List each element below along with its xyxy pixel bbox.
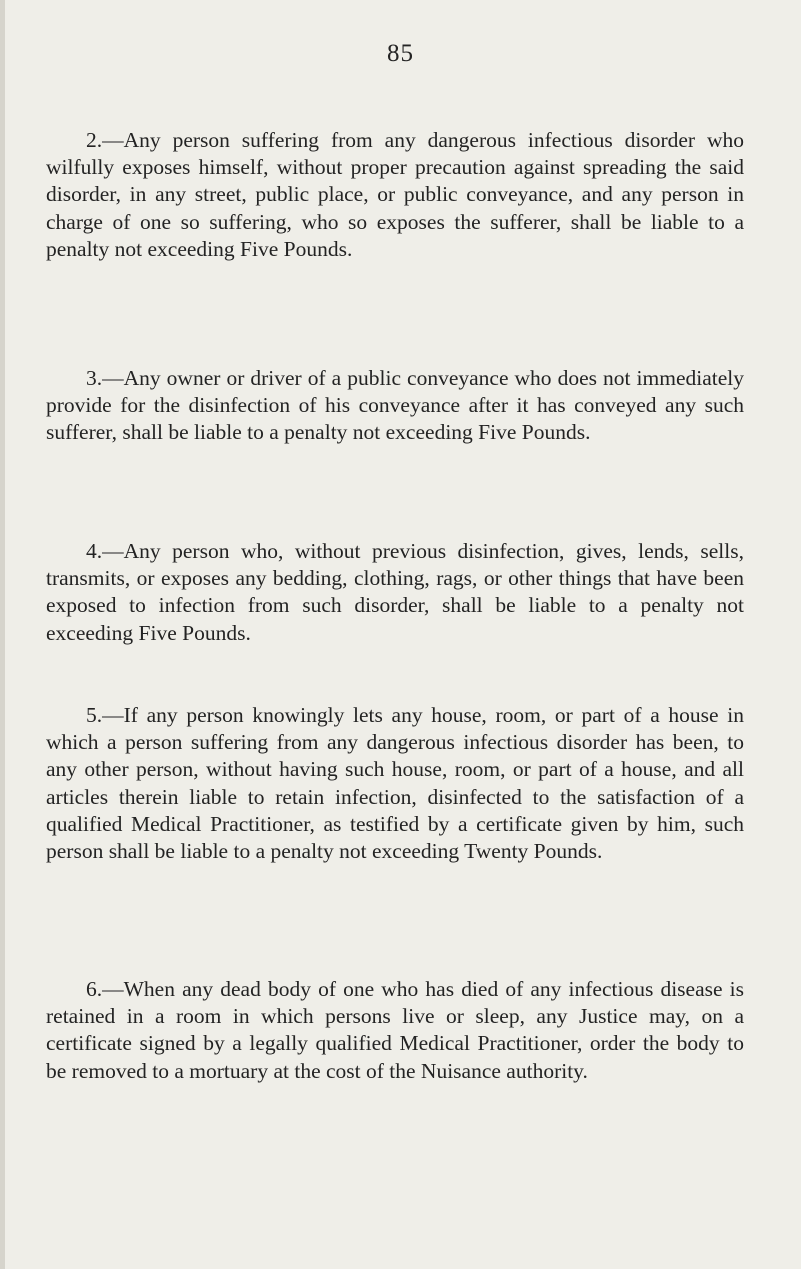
paragraph-5: 5.—If any person knowingly lets any house, room, or part of a house in which a person suffering from any dangerous infectious disorder has been, to any other person, without having such house, room, or part of a house, and all articles therein liable to retain infection, disinfected to the satisfaction of a qualified Medical Practitioner, as testified by a certificate given by him, such person shall be liable to a penalty not exceeding Twenty Pounds. [46, 703, 744, 864]
paragraph-3: 3.—Any owner or driver of a public conveyance who does not immediately provide for the disinfection of his conveyance after it has conveyed any such sufferer, shall be liable to a penalty not exceeding Five Pounds. [46, 366, 744, 445]
paragraph-2: 2.—Any person suffering from any dangerous infectious disorder who wilfully exposes himself, without proper precaution against spreading the said disorder, in any street, public place, or public conveyance, and any person in charge of one so suffering, who so exposes the sufferer, shall be liable to a penalty not exceeding Five Pounds. [46, 128, 744, 261]
paragraph-6: 6.—When any dead body of one who has died of any infectious disease is retained in a room in which persons live or sleep, any Justice may, on a certificate signed by a legally qualified Medical Practitioner, order the body to be removed to a mortuary at the cost of the Nuisance authority. [46, 977, 744, 1083]
page-number: 85 [387, 40, 414, 67]
page-edge [0, 0, 5, 1269]
paragraph-4: 4.—Any person who, without previous disinfection, gives, lends, sells, transmits, or exposes any bedding, clothing, rags, or other things that have been exposed to infection from such disorder, shall be liable to a penalty not exceeding Five Pounds. [46, 539, 744, 645]
